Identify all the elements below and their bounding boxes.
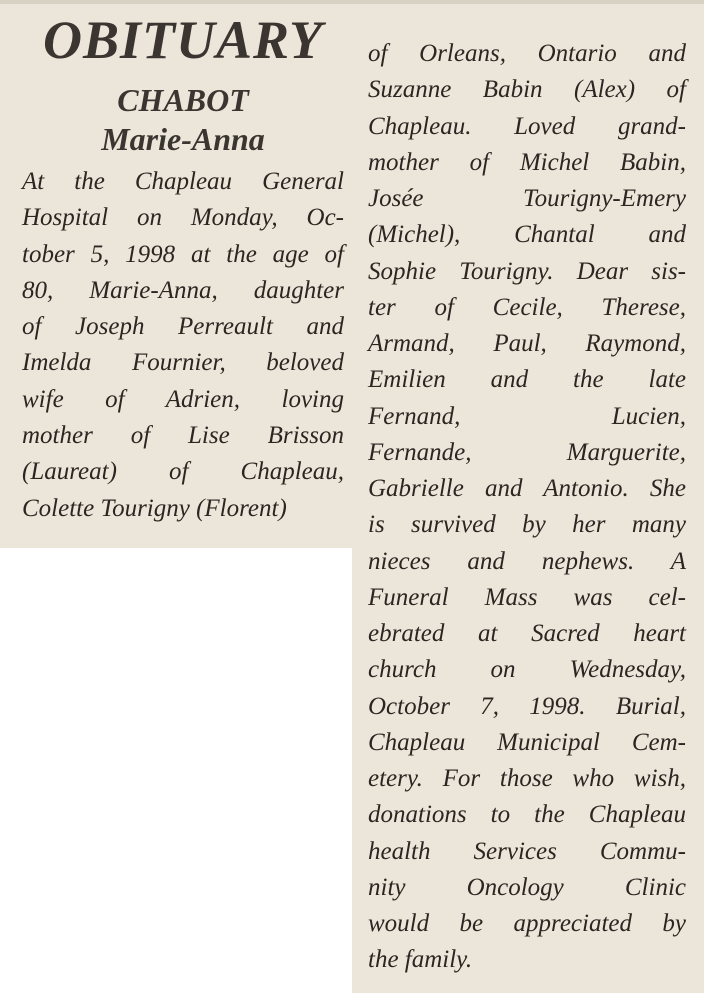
obituary-text-line: Chapleau. Loved grand- xyxy=(368,112,686,140)
obituary-text-line: Josée Tourigny-Emery xyxy=(368,185,686,212)
obituary-right-column xyxy=(368,30,686,979)
obituary-text-line: Gabrielle and Antonio. She xyxy=(368,475,686,502)
obituary-text-line: mother of Michel Babin, xyxy=(368,148,686,176)
obituary-text-line: is survived by her many xyxy=(368,511,686,539)
obituary-text-line: donations to the Chapleau xyxy=(368,801,686,829)
obituary-text-line: tober 5, 1998 at the age of xyxy=(22,240,344,268)
obituary-text-line: would be appreciated by xyxy=(368,910,686,937)
obituary-text-line: Sophie Tourigny. Dear sis- xyxy=(368,257,686,285)
deceased-given-name: Marie-Anna xyxy=(101,121,265,157)
deceased-surname: CHABOT xyxy=(117,82,249,118)
obituary-text-line: of Orleans, Ontario and xyxy=(368,40,686,67)
obituary-masthead: OBITUARY xyxy=(42,10,324,70)
obituary-text-line: 80, Marie-Anna, daughter xyxy=(22,276,344,304)
obituary-text-line: (Laureat) of Chapleau, xyxy=(22,458,344,486)
obituary-text-line: Funeral Mass was cel- xyxy=(368,583,686,611)
obituary-text-line: nity Oncology Clinic xyxy=(368,873,686,901)
obituary-text-line: Fernand, Lucien, xyxy=(368,402,686,430)
obituary-text-line: etery. For those who wish, xyxy=(368,765,686,792)
obituary-text-line: October 7, 1998. Burial, xyxy=(368,692,686,720)
obituary-text-line: of Joseph Perreault and xyxy=(22,313,344,341)
obituary-text-line: health Services Commu- xyxy=(368,837,686,865)
obituary-text-right xyxy=(368,36,686,979)
obituary-text-line: Imelda Fournier, beloved xyxy=(22,349,344,377)
obituary-text-line: nieces and nephews. A xyxy=(368,547,686,575)
obituary-text-line: church on Wednesday, xyxy=(368,656,686,684)
obituary-text-line: Suzanne Babin (Alex) of xyxy=(368,76,686,104)
obituary-text-line: Armand, Paul, Raymond, xyxy=(368,330,686,357)
obituary-text-line: Colette Tourigny (Florent) xyxy=(22,494,287,522)
obituary-text-line: Chapleau Municipal Cem- xyxy=(368,728,686,756)
obituary-text-line: ter of Cecile, Therese, xyxy=(368,293,686,321)
obituary-text-line: wife of Adrien, loving xyxy=(22,385,344,413)
obituary-text-line: Emilien and the late xyxy=(368,366,686,394)
obituary-text-line: At the Chapleau General xyxy=(22,168,344,195)
paper-top-edge xyxy=(0,0,704,4)
obituary-text-line: (Michel), Chantal and xyxy=(368,221,686,249)
obituary-text-line: Hospital on Monday, Oc- xyxy=(22,204,344,232)
obituary-left-column xyxy=(22,10,344,527)
obituary-text-line: the family. xyxy=(368,946,473,974)
obituary-text-line: mother of Lise Brisson xyxy=(22,422,344,450)
obituary-text-line: ebrated at Sacred heart xyxy=(368,620,686,647)
obituary-text-line: Fernande, Marguerite, xyxy=(368,438,686,466)
obituary-text-left xyxy=(22,164,344,527)
